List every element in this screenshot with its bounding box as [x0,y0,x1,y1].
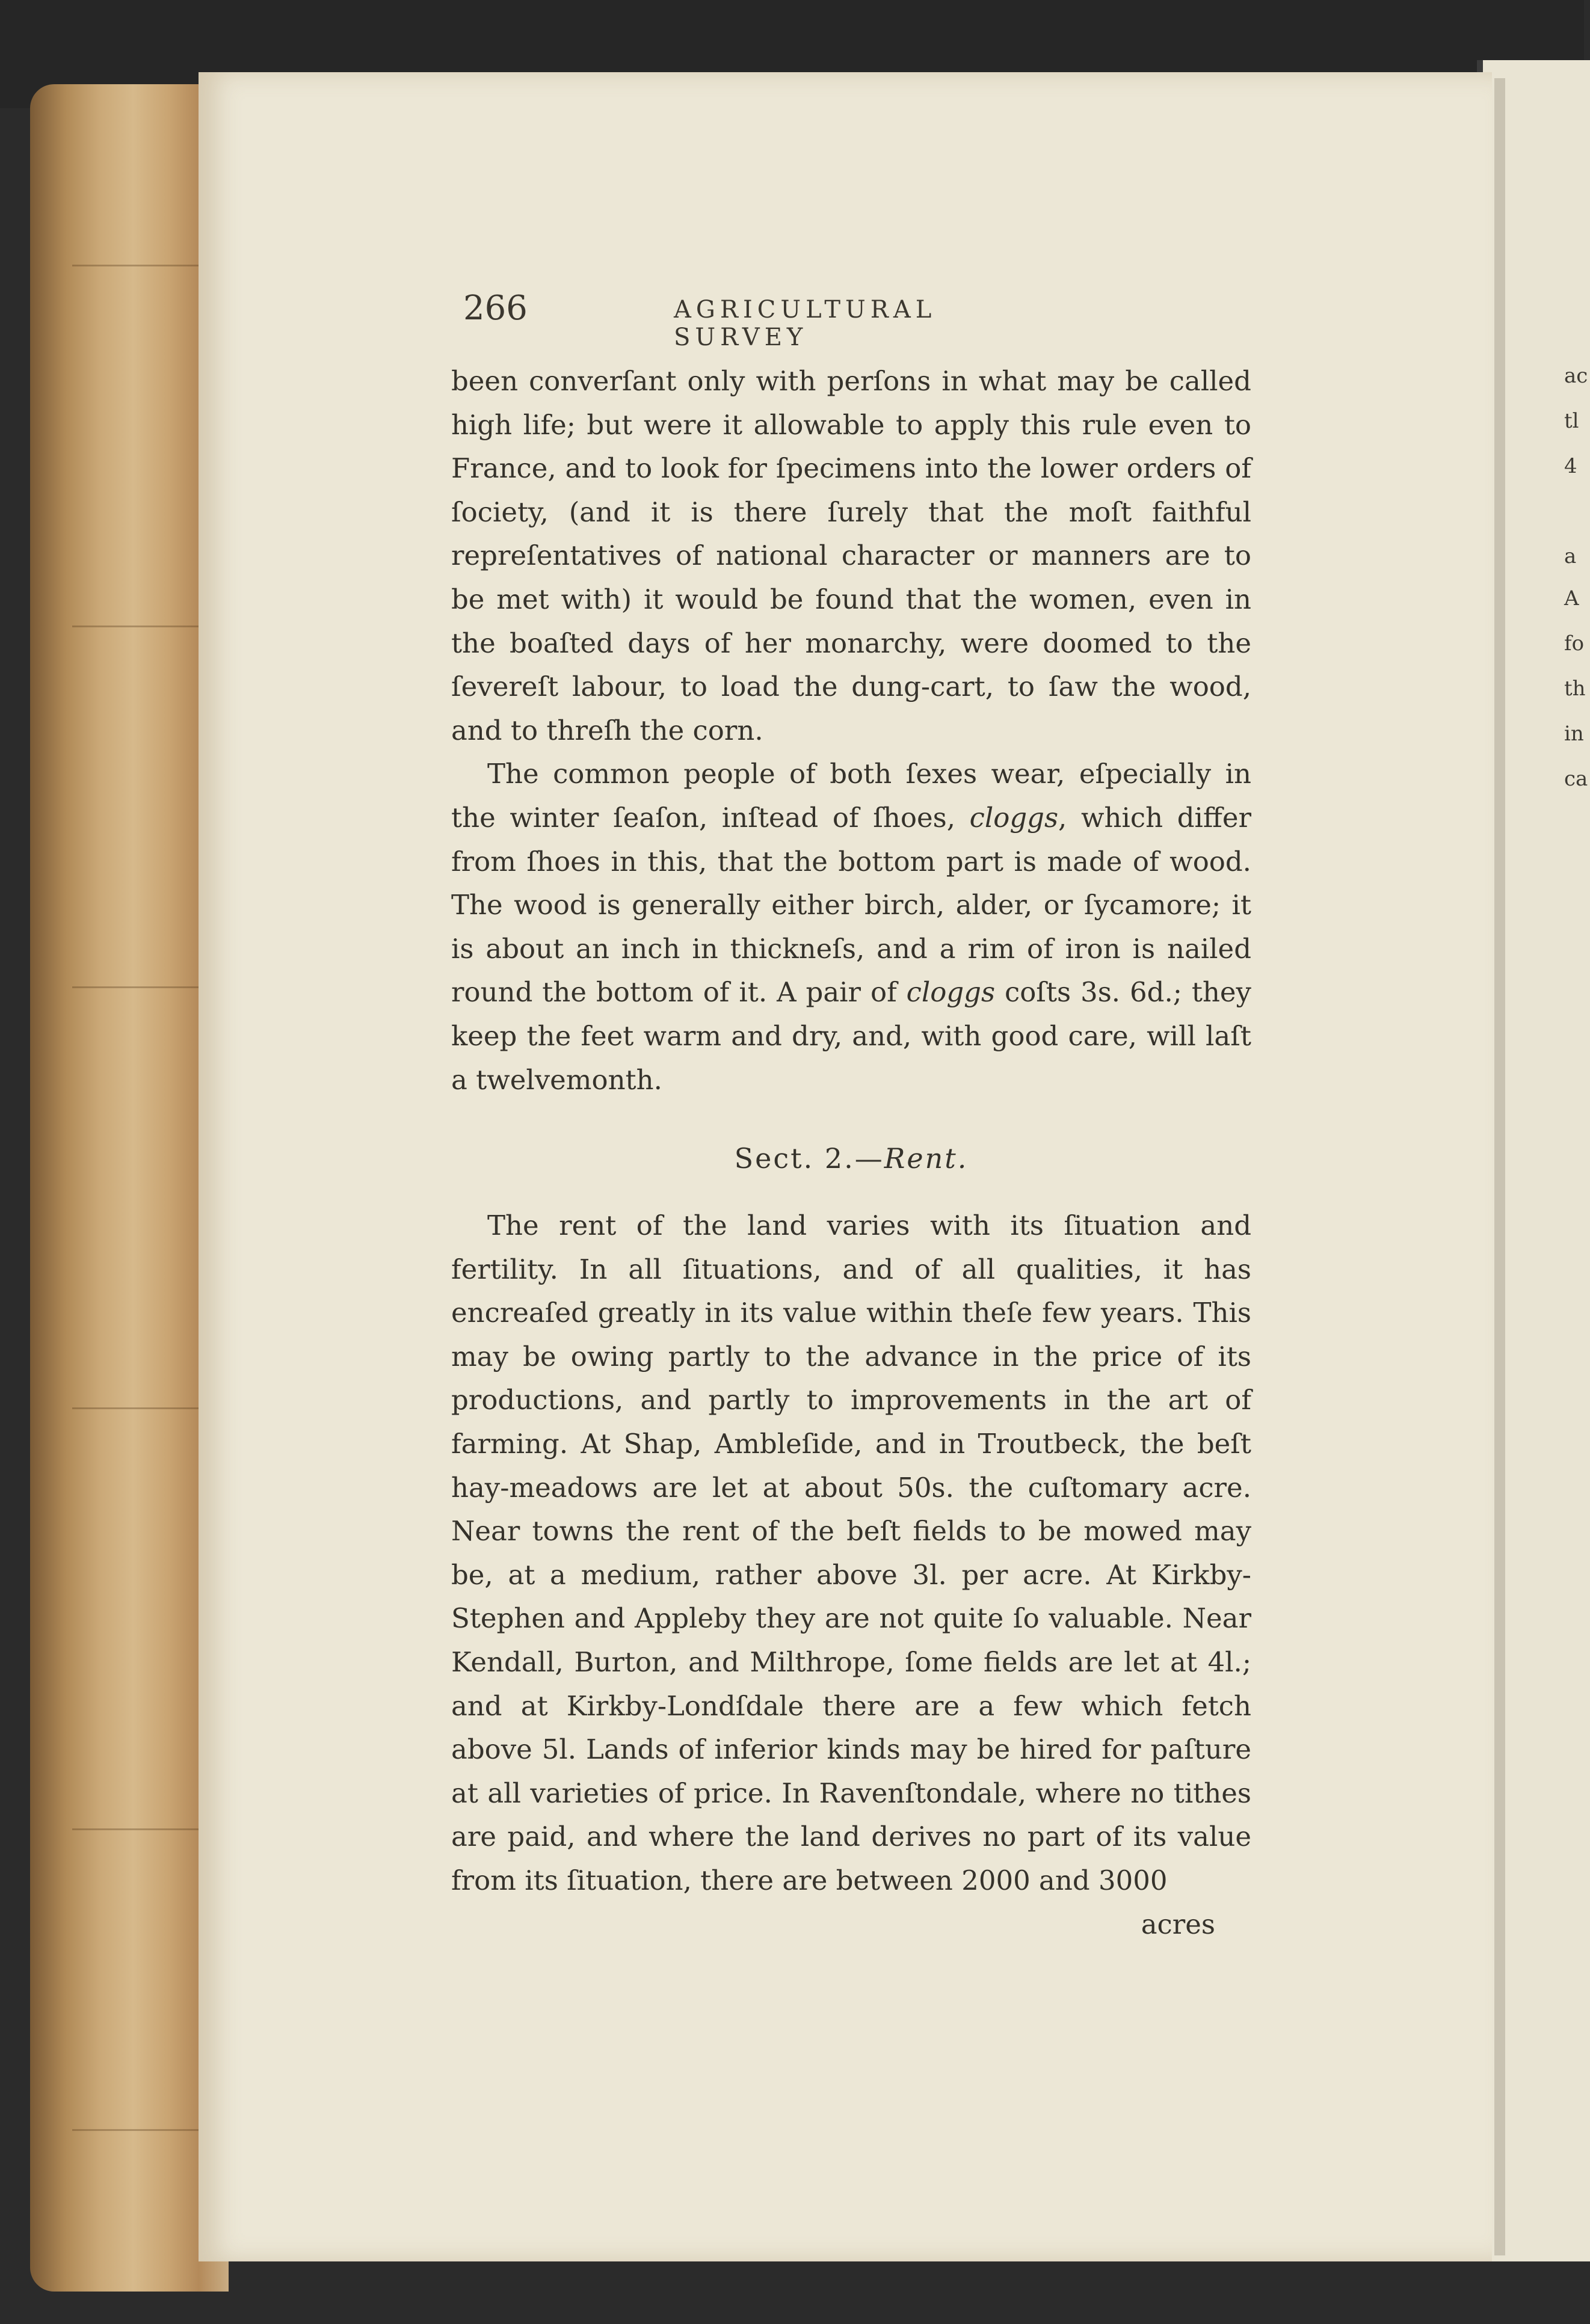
section-title: Rent. [884,1142,969,1175]
gutter-edge [1494,78,1505,2255]
facing-page-fragment: 4 [1564,454,1577,478]
paragraph-text: coſts 3s. 6d.; they keep the feet warm and dry, and, with good care, will laſt a twelvemonth. [451,976,1251,1096]
italic-term: cloggs [969,801,1059,834]
paragraph-text: , which differ from ſhoes in this, that the bottom part is made of wood. The wood is generally either birch, alder, or ſycamore; it is about an inch in thickneſs, and a rim of iron is nailed round the bottom of it. A pair of [451,801,1251,1009]
paragraph-text: The common people of both ſexes wear, eſpecially in the winter ſeaſon, inſtead of ſhoes, [451,758,1251,834]
paragraph-cloggs [451,752,1251,1102]
paragraph-rent: The rent of the land varies with its ſituation and fertility. In all ſituations, and of all qualities, it has encreaſed greatly in its value within theſe few years. This may be owing partly to the advance in the price of its productions, and partly to improvements in the art of farming. At Shap, Ambleſide, and in Troutbeck, the beſt hay-meadows are let at about 50s. the cuſtomary acre. Near towns the rent of the beſt fields to be mowed may be, at a medium, rather above 3l. per acre. At Kirkby-Stephen and Appleby they are not quite ſo valuable. Near Kendall, Burton, and Milthrope, ſome fields are let at 4l.; and at Kirkby-Londſdale there are a few which fetch above 5l. Lands of inferior kinds may be hired for paſture at all varieties of price. In Ravenſtondale, where no tithes are paid, and where the land derives no part of its value from its ſituation, there are between 2000 and 3000 [451,1210,1251,1896]
facing-page-fragment: fo [1564,632,1585,656]
running-title: AGRICULTURAL SURVEY [674,296,937,351]
section-label: Sect. 2.— [734,1142,884,1175]
facing-page-fragment: A [1564,586,1579,610]
facing-page-fragment: ac [1564,364,1588,388]
page-number: 266 [463,289,528,328]
main-text [451,360,1251,1946]
facing-page-fragment: a [1564,544,1577,568]
facing-page-fragment: th [1564,677,1586,701]
facing-page-fragment: in [1564,722,1584,746]
facing-page-fragment: ca [1564,767,1588,791]
paragraph-continued: been converſant only with perſons in what may be called high life; but were it allowable to apply this rule even to France, and to look for ſpecimens into the lower orders of ſociety, (and it is there ſurely that the moſt faithful repreſentatives of national character or manners are to be met with) it would be found that the women, even in the boaſted days of her monarchy, were doomed to the ſevereſt labour, to load the dung-cart, to ſaw the wood, and to threſh the corn. [451,365,1251,746]
running-head [463,289,1077,351]
section-heading [451,1137,1251,1180]
catchword: acres [1141,1908,1215,1940]
italic-term: cloggs [906,976,996,1009]
facing-page-fragment: tl [1564,409,1579,433]
